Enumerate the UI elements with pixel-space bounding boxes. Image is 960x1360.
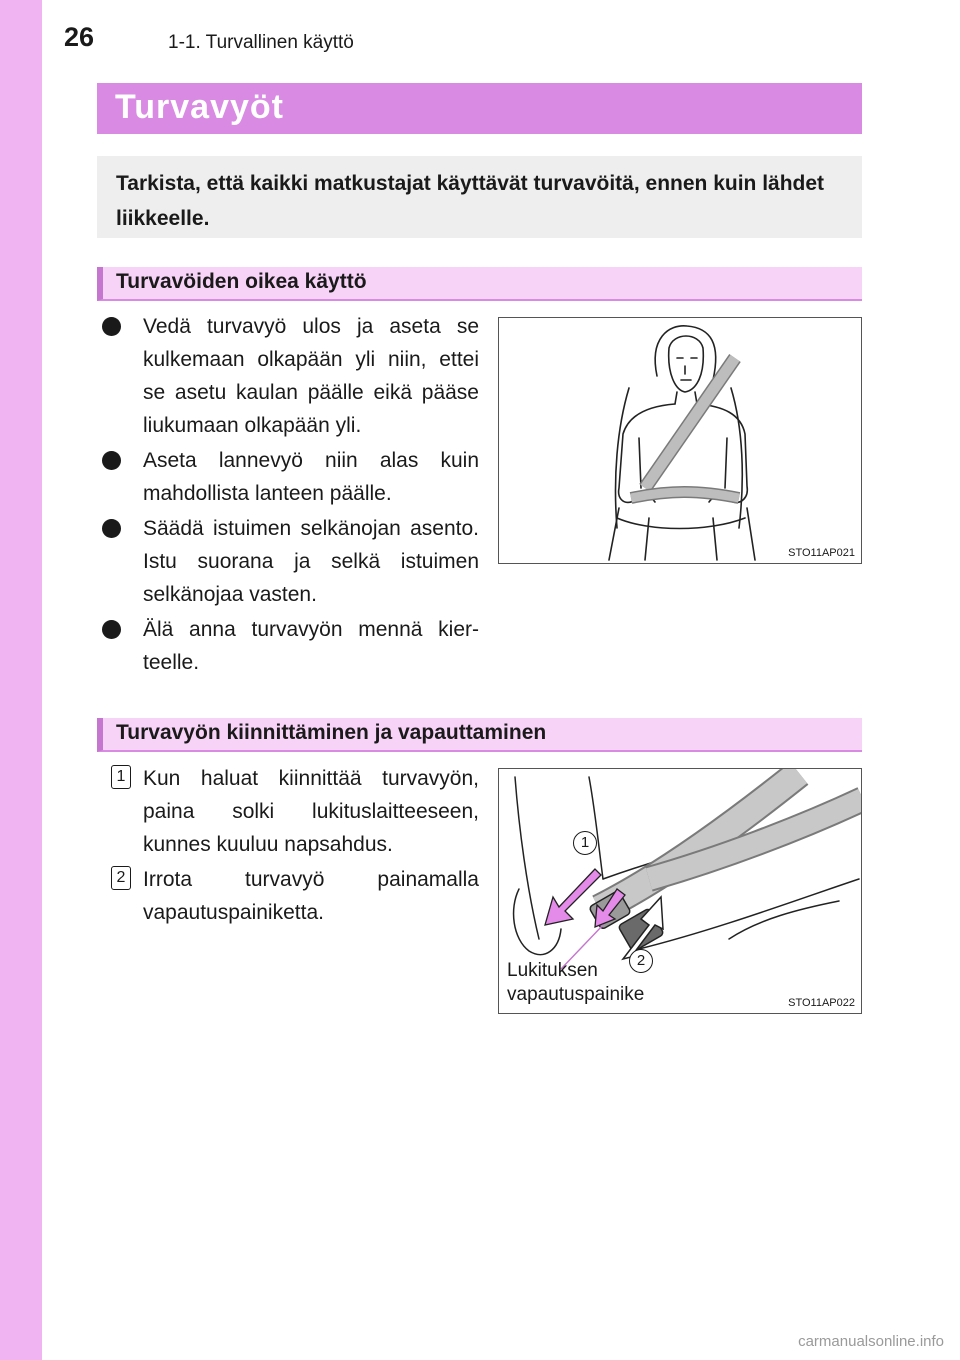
intro-box — [97, 156, 862, 238]
section-header: 1-1. Turvallinen käyttö — [168, 32, 354, 53]
page-number: 26 — [64, 22, 95, 52]
figure-code: STO11AP022 — [788, 997, 855, 1009]
subheading-correct-use — [97, 267, 862, 301]
bullet-icon — [102, 317, 121, 336]
list-item: 2 Irrota turvavyö painamalla vapautuspainiketta. — [97, 863, 479, 929]
seated-person-illustration — [499, 318, 862, 564]
page-title: Turvavyöt — [115, 88, 284, 126]
figure-code: STO11AP021 — [788, 547, 855, 559]
step-number: 2 — [111, 866, 131, 890]
subheading-fasten-release — [97, 718, 862, 752]
list-item: Vedä turvavyö ulos ja aseta se kulkemaan olkapään yli niin, ettei se asetu kaulan päälle eikä pääse liukumaan olkapään yli. — [97, 310, 479, 442]
title-bar — [97, 83, 862, 134]
subheading-text: Turvavyön kiinnittäminen ja vapauttaminen — [116, 721, 547, 744]
list-item: 1 Kun haluat kiinnittää turvavyön, paina solki lukituslaitteeseen, kunnes kuuluu napsahdus. — [97, 762, 479, 861]
step-number: 1 — [111, 765, 131, 789]
bullet-icon — [102, 620, 121, 639]
callout-2: 2 — [629, 949, 653, 973]
callout-1: 1 — [573, 831, 597, 855]
list-item: Aseta lannevyö niin alas kuin mahdollista lanteen päälle. — [97, 444, 479, 510]
list-item: Älä anna turvavyön mennä kierteelle. — [97, 613, 479, 679]
bullet-icon — [102, 519, 121, 538]
bullet-list — [97, 310, 479, 681]
watermark: carmanualsonline.info — [798, 1333, 944, 1350]
intro-text: Tarkista, että kaikki matkustajat käyttävät turvavöitä, ennen kuin lähdet liikkeelle. — [116, 172, 825, 230]
side-tab-strip — [0, 0, 42, 1360]
bullet-icon — [102, 451, 121, 470]
figure-label: Lukituksen vapautuspainike — [507, 960, 645, 1005]
step-list — [97, 762, 479, 931]
figure-seatbelt-wearing — [498, 317, 862, 564]
figure-buckle — [498, 768, 862, 1014]
subheading-text: Turvavöiden oikea käyttö — [116, 270, 367, 293]
list-item: Säädä istuimen selkänojan asento. Istu suorana ja selkä istuimen selkänojaa vasten. — [97, 512, 479, 611]
